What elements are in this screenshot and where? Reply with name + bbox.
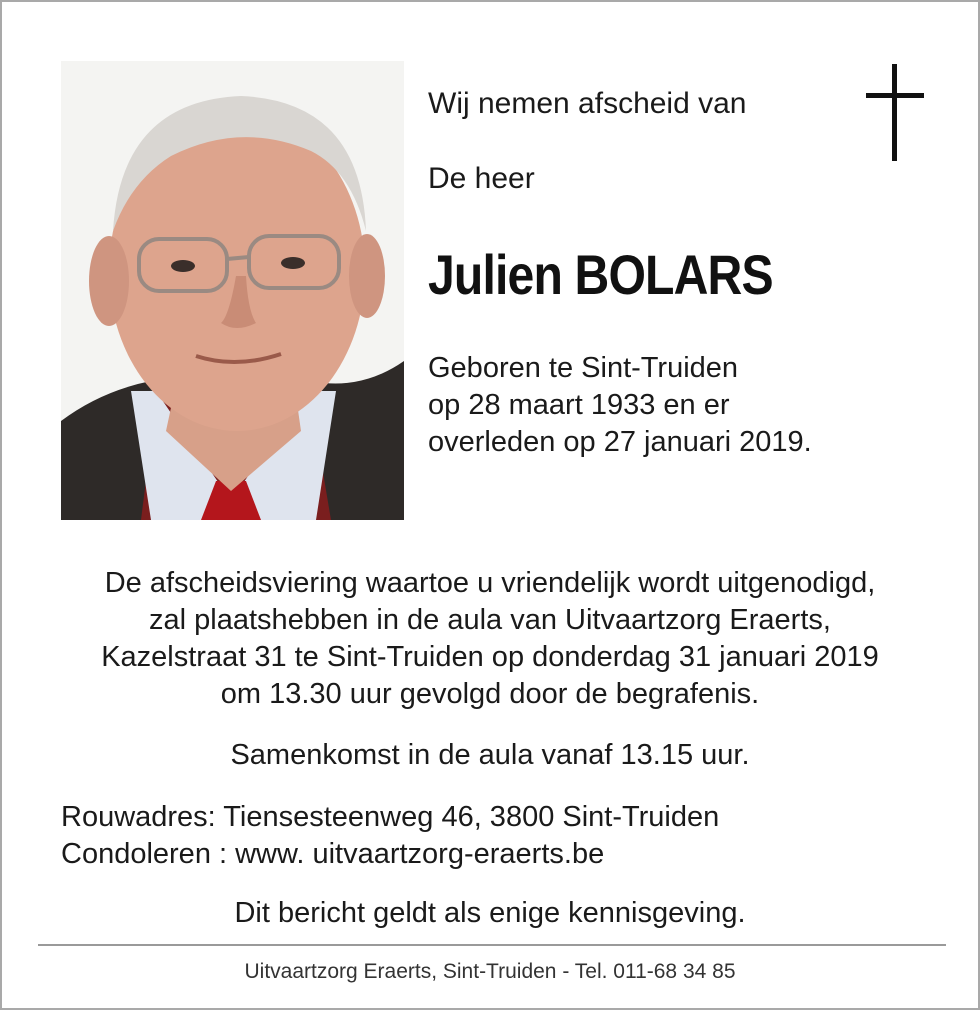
address-line: Rouwadres: Tiensesteenweg 46, 3800 Sint-Truiden <box>61 801 720 833</box>
ceremony-block <box>2 565 978 713</box>
bio-line: op 28 maart 1933 en er <box>428 389 730 421</box>
portrait-photo <box>61 61 404 520</box>
bio-line: Geboren te Sint-Truiden <box>428 352 739 384</box>
ceremony-line: zal plaatshebben in de aula van Uitvaartzorg Eraerts, <box>149 604 831 636</box>
contacts-block <box>61 799 719 873</box>
notice-text: Dit bericht geldt als enige kennisgeving. <box>234 897 746 929</box>
bio-line: overleden op 27 januari 2019. <box>428 426 812 458</box>
cross-icon <box>866 64 924 161</box>
footer-text: Uitvaartzorg Eraerts, Sint-Truiden - Tel. 011-68 34 85 <box>244 960 736 983</box>
deceased-name: Julien BOLARS <box>428 243 773 306</box>
condolences-line: Condoleren : www. uitvaartzorg-eraerts.be <box>61 838 605 870</box>
gathering-text: Samenkomst in de aula vanaf 13.15 uur. <box>230 739 750 771</box>
intro-text: Wij nemen afscheid van <box>428 87 747 120</box>
ceremony-line: Kazelstraat 31 te Sint-Truiden op donderdag 31 januari 2019 <box>101 641 879 673</box>
divider <box>38 944 946 946</box>
bio-block <box>428 350 812 461</box>
ceremony-line: om 13.30 uur gevolgd door de begrafenis. <box>220 678 760 710</box>
ceremony-line: De afscheidsviering waartoe u vriendelijk wordt uitgenodigd, <box>104 567 876 599</box>
honorific: De heer <box>428 162 535 195</box>
